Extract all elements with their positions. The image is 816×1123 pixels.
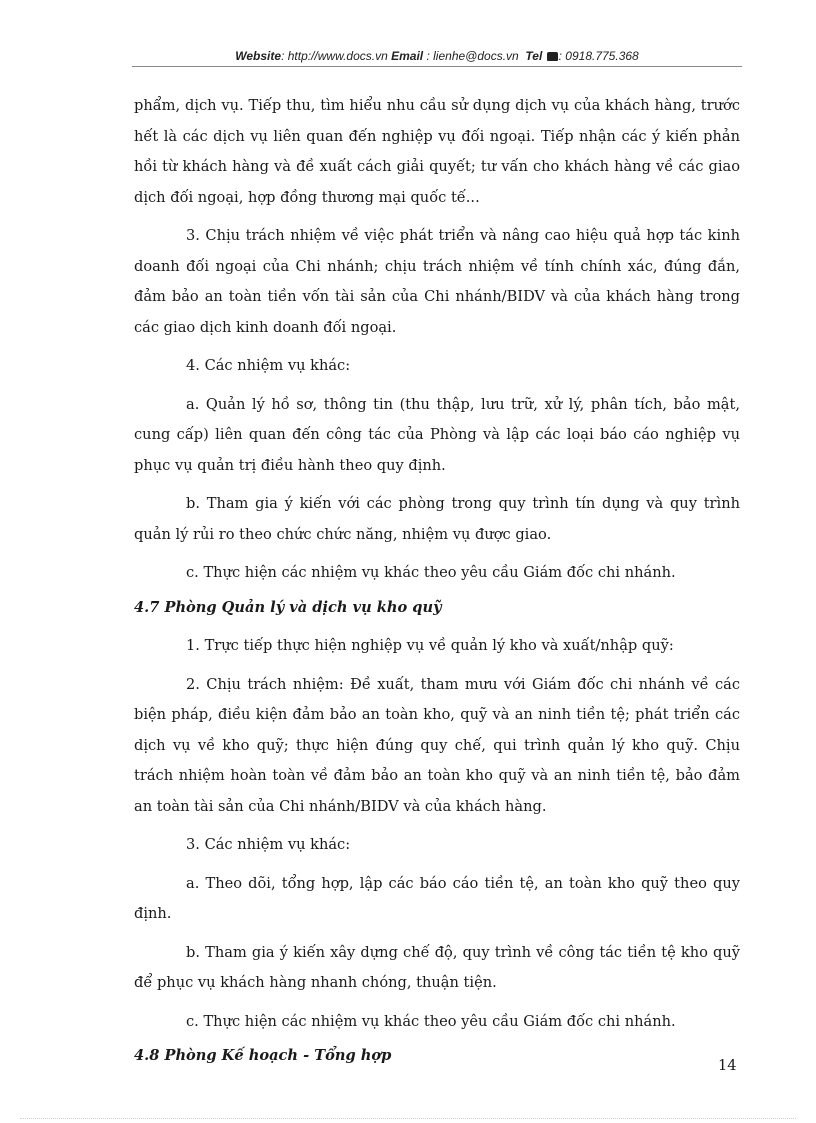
paragraph: phẩm, dịch vụ. Tiếp thu, tìm hiểu nhu cầu sử dụng dịch vụ của khách hàng, trước hết là các dịch vụ liên quan đến nghiệp vụ đối ngoại. Tiếp nhận các ý kiến phản hồi từ khách hàng và đề xuất cách giải quyết; tư vấn cho khách hàng về các giao dịch đối ngoại, hợp đồng thương mại quốc tế... xyxy=(134,97,740,206)
paragraph: 3. Chịu trách nhiệm về việc phát triển và nâng cao hiệu quả hợp tác kinh doanh đối ngoại của Chi nhánh; chịu trách nhiệm về tính chính xác, đúng đắn, đảm bảo an toàn tiền vốn tài sản của Chi nhánh/BIDV và của khách hàng trong các giao dịch kinh doanh đối ngoại. xyxy=(134,227,740,336)
paragraph: b. Tham gia ý kiến xây dựng chế độ, quy trình về công tác tiền tệ kho quỹ để phục vụ khách hàng nhanh chóng, thuận tiện. xyxy=(134,943,740,991)
paragraph: 2. Chịu trách nhiệm: Đề xuất, tham mưu với Giám đốc chi nhánh về các biện pháp, điều kiện đảm bảo an toàn kho, quỹ và an ninh tiền tệ; phát triển các dịch vụ về kho quỹ; thực hiện đúng quy chế, qui trình quản lý kho quỹ. Chịu trách nhiệm hoàn toàn về đảm bảo an toàn kho quỹ và an ninh tiền tệ, bảo đảm an toàn tài sản của Chi nhánh/BIDV và của khách hàng. xyxy=(134,675,740,815)
paragraph: 1. Trực tiếp thực hiện nghiệp vụ về quản lý kho và xuất/nhập quỹ: xyxy=(186,637,674,654)
footer-divider xyxy=(20,1118,796,1119)
tel-value: : 0918.775.368 xyxy=(558,49,639,63)
document-body xyxy=(134,91,740,1072)
section-heading: 4.7 Phòng Quản lý và dịch vụ kho quỹ xyxy=(134,598,442,616)
tel-label: Tel xyxy=(525,49,543,63)
phone-icon xyxy=(547,52,558,61)
paragraph: b. Tham gia ý kiến với các phòng trong quy trình tín dụng và quy trình quản lý rủi ro theo chức chức năng, nhiệm vụ được giao. xyxy=(134,495,740,543)
page-number: 14 xyxy=(718,1057,737,1074)
email-value: : lienhe@docs.vn xyxy=(423,49,519,63)
section-heading: 4.8 Phòng Kế hoạch - Tổng hợp xyxy=(134,1047,392,1064)
paragraph: c. Thực hiện các nhiệm vụ khác theo yêu cầu Giám đốc chi nhánh. xyxy=(186,564,676,581)
email-label: Email xyxy=(391,49,424,63)
paragraph: a. Quản lý hồ sơ, thông tin (thu thập, lưu trữ, xử lý, phân tích, bảo mật, cung cấp) liên quan đến công tác của Phòng và lập các loại báo cáo nghiệp vụ phục vụ quản trị điều hành theo quy định. xyxy=(134,395,740,474)
header-rule xyxy=(132,66,742,67)
website-label: Website xyxy=(235,49,282,63)
website-value: : http://www.docs.vn xyxy=(281,49,388,63)
paragraph: c. Thực hiện các nhiệm vụ khác theo yêu cầu Giám đốc chi nhánh. xyxy=(186,1012,676,1030)
paragraph: a. Theo dõi, tổng hợp, lập các báo cáo tiền tệ, an toàn kho quỹ theo quy định. xyxy=(134,874,740,922)
page-header xyxy=(132,49,742,63)
paragraph: 3. Các nhiệm vụ khác: xyxy=(186,836,351,853)
paragraph: 4. Các nhiệm vụ khác: xyxy=(186,357,351,374)
